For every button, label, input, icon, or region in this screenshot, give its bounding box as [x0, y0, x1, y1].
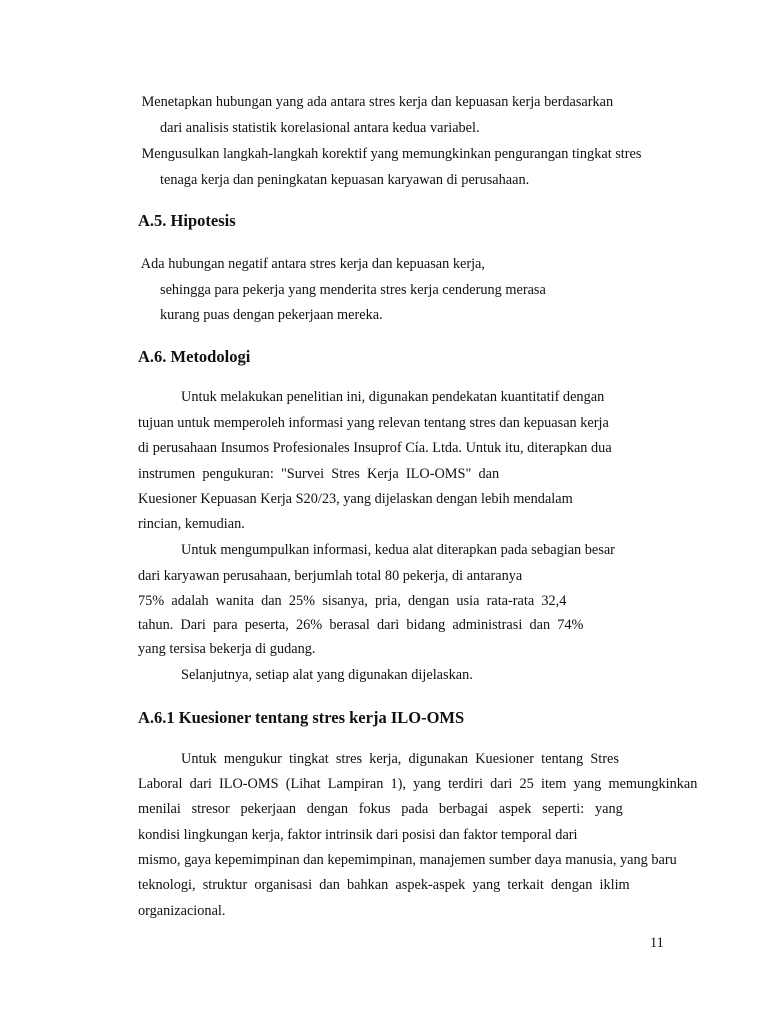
methodology-line: rincian, kemudian.	[138, 516, 245, 532]
objective-item-1-line-2: dari analisis statistik korelasional antara kedua variabel.	[160, 120, 480, 136]
hypothesis-line-3: kurang puas dengan pekerjaan mereka.	[160, 307, 383, 323]
methodology-line: yang tersisa bekerja di gudang.	[138, 641, 316, 657]
methodology-line: di perusahaan Insumos Profesionales Insuprof Cía. Ltda. Untuk itu, diterapkan dua	[138, 440, 612, 456]
objective-item-2-line-1: Mengusulkan langkah-langkah korektif yang memungkinkan pengurangan tingkat stres	[141, 146, 642, 162]
questionnaire-line: teknologi, struktur organisasi dan bahkan aspek-aspek yang terkait dengan iklim	[138, 877, 630, 893]
methodology-line: Selanjutnya, setiap alat yang digunakan dijelaskan.	[181, 667, 473, 683]
hypothesis-line-2: sehingga para pekerja yang menderita stres kerja cenderung merasa	[160, 282, 546, 298]
methodology-line: Untuk mengumpulkan informasi, kedua alat diterapkan pada sebagian besar	[181, 542, 615, 558]
questionnaire-line: mismo, gaya kepemimpinan dan kepemimpinan, manajemen sumber daya manusia, yang baru	[138, 852, 677, 868]
questionnaire-line: Laboral dari ILO-OMS (Lihat Lampiran 1), yang terdiri dari 25 item yang memungkinkan	[138, 776, 698, 792]
section-heading-metodologi: A.6. Metodologi	[138, 347, 251, 366]
methodology-line: dari karyawan perusahaan, berjumlah total 80 pekerja, di antaranya	[138, 568, 523, 584]
questionnaire-line: menilai stresor pekerjaan dengan fokus pada berbagai aspek seperti: yang	[138, 801, 623, 817]
questionnaire-line: Untuk mengukur tingkat stres kerja, digunakan Kuesioner tentang Stres	[181, 751, 619, 767]
questionnaire-line: organizacional.	[138, 903, 226, 919]
methodology-line: 75% adalah wanita dan 25% sisanya, pria, dengan usia rata-rata 32,4	[138, 593, 567, 609]
methodology-line: instrumen pengukuran: "Survei Stres Kerja ILO-OMS" dan	[138, 466, 500, 482]
questionnaire-line: kondisi lingkungan kerja, faktor intrinsik dari posisi dan faktor temporal dari	[138, 827, 578, 843]
objective-item-2-line-2: tenaga kerja dan peningkatan kepuasan karyawan di perusahaan.	[160, 172, 530, 188]
section-heading-hipotesis: A.5. Hipotesis	[138, 211, 236, 230]
methodology-line: Kuesioner Kepuasan Kerja S20/23, yang dijelaskan dengan lebih mendalam	[138, 491, 573, 507]
section-heading-kuesioner-ilo-oms: A.6.1 Kuesioner tentang stres kerja ILO-OMS	[138, 708, 465, 727]
methodology-line: tujuan untuk memperoleh informasi yang relevan tentang stres dan kepuasan kerja	[138, 415, 609, 431]
hypothesis-line-1: Ada hubungan negatif antara stres kerja dan kepuasan kerja,	[140, 256, 485, 272]
page-number: 11	[650, 935, 664, 951]
methodology-line: tahun. Dari para peserta, 26% berasal dari bidang administrasi dan 74%	[138, 617, 584, 633]
methodology-line: Untuk melakukan penelitian ini, digunakan pendekatan kuantitatif dengan	[181, 389, 605, 405]
objective-item-1-line-1: Menetapkan hubungan yang ada antara stres kerja dan kepuasan kerja berdasarkan	[141, 94, 614, 110]
